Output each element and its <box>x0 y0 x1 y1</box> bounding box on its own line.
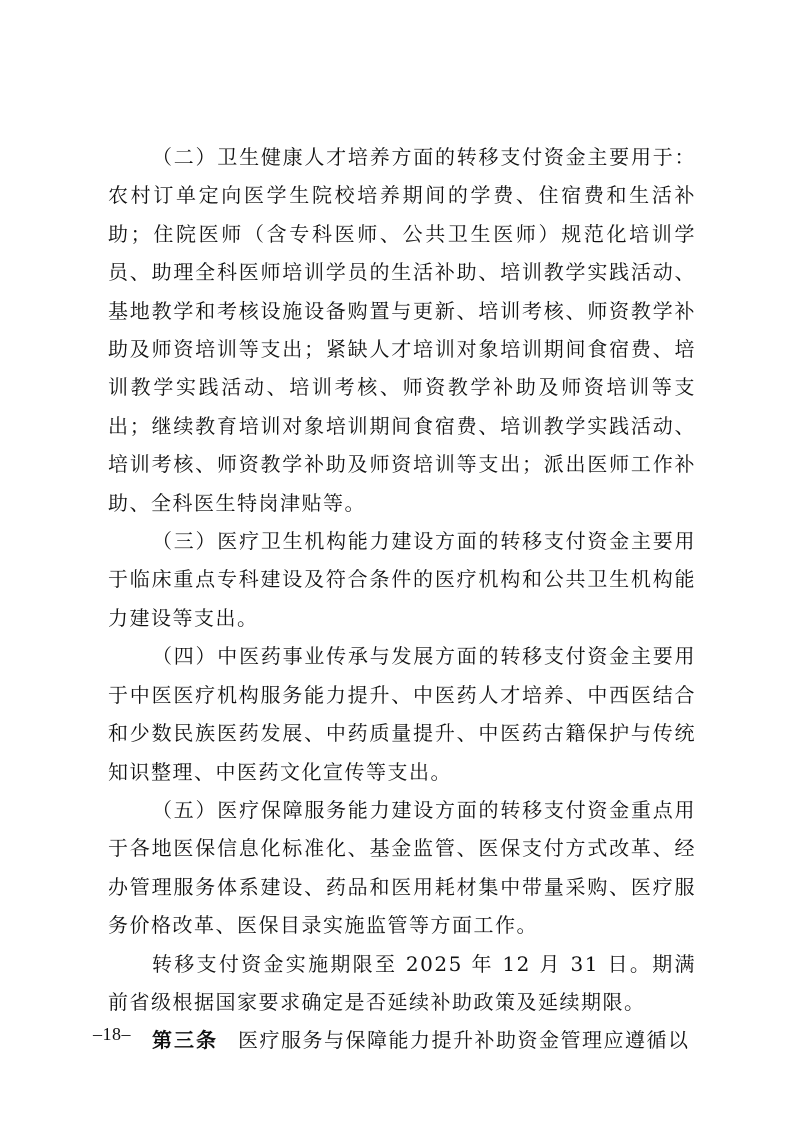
paragraph-tcm-development: （四）中医药事业传承与发展方面的转移支付资金主要用于中医医疗机构服务能力提升、中医药人才培养、中西医结合和少数民族医药发展、中药质量提升、中医药古籍保护与传统知识整理、中医药文化宣传等支出。 <box>108 644 696 784</box>
paragraph-institution-capacity: （三）医疗卫生机构能力建设方面的转移支付资金主要用于临床重点专科建设及符合条件的医疗机构和公共卫生机构能力建设等支出。 <box>108 529 696 630</box>
article-text: 医疗服务与保障能力提升补助资金管理应遵循以 <box>238 1028 690 1053</box>
document-body <box>108 138 696 1060</box>
paragraph-talent-training: （二）卫生健康人才培养方面的转移支付资金主要用于：农村订单定向医学生院校培养期间的学费、住宿费和生活补助；住院医师（含专科医师、公共卫生医师）规范化培训学员、助理全科医师培训学员的生活补助、培训教学实践活动、基地教学和考核设施设备购置与更新、培训考核、师资教学补助及师资培训等支出；紧缺人才培训对象培训期间食宿费、培训教学实践活动、培训考核、师资教学补助及师资培训等支出；继续教育培训对象培训期间食宿费、培训教学实践活动、培训考核、师资教学补助及师资培训等支出；派出医师工作补助、全科医生特岗津贴等。 <box>108 145 696 515</box>
paragraph-medical-insurance: （五）医疗保障服务能力建设方面的转移支付资金重点用于各地医保信息化标准化、基金监管、医保支付方式改革、经办管理服务体系建设、药品和医用耗材集中带量采购、医疗服务价格改革、医保目录实施监管等方面工作。 <box>108 797 696 938</box>
article-three <box>108 1021 696 1059</box>
article-label: 第三条 <box>152 1028 218 1053</box>
page-number: –18– <box>93 1024 131 1044</box>
paragraph-implementation-period: 转移支付资金实施期限至 2025 年 12 月 31 日。期满前省级根据国家要求确定是否延续补助政策及延续期限。 <box>108 951 696 1014</box>
